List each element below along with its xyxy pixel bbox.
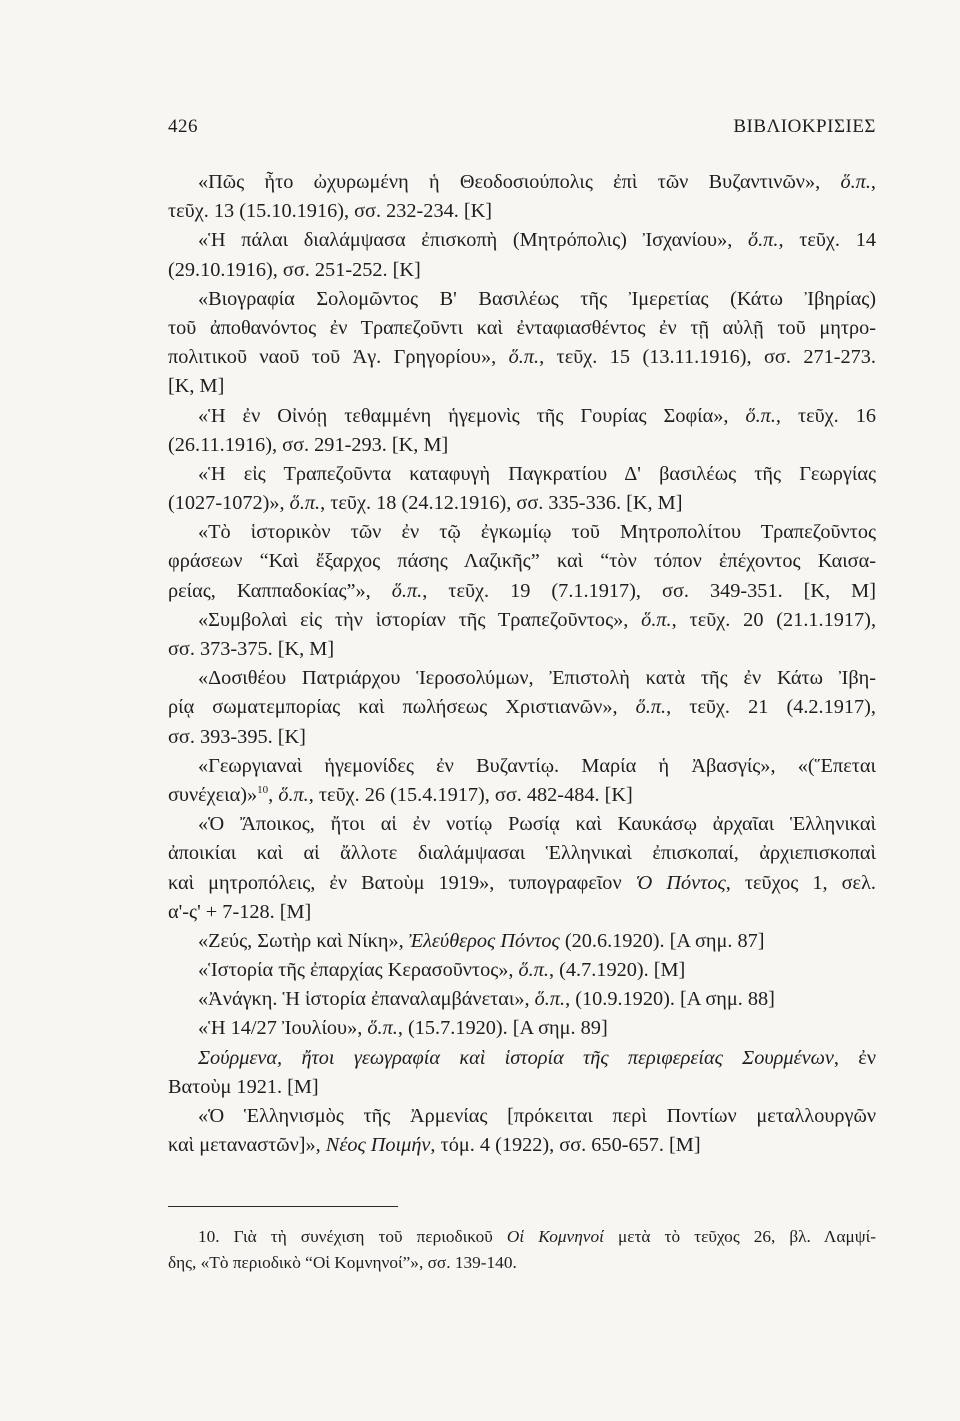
text-run: τοῦ ἀποθανόντος ἐν Τραπεζοῦντι καὶ ἐνταφιασθέντος ἐν τῇ αὐλῇ τοῦ μητρο- [168, 316, 876, 339]
italic-text: ὅ.π. [367, 1017, 398, 1040]
text-line [168, 1073, 876, 1102]
text-run: «Ζεύς, Σωτὴρ καὶ Νίκη», [198, 929, 409, 952]
text-line [168, 285, 876, 314]
text-line [168, 256, 876, 285]
text-run: , (15.7.1920). [Α σημ. 89] [397, 1017, 608, 1040]
text-run: «Ἡ εἰς Τραπεζοῦντα καταφυγὴ Παγκρατίου Δ' βασιλέως τῆς Γεωργίας [198, 462, 876, 485]
main-text [168, 168, 876, 1160]
text-run: , τεῦχ. 16 [775, 404, 876, 427]
text-run: καὶ μητροπόλεις, ἐν Βατοὺμ 1919», τυπογραφεῖον [168, 871, 636, 894]
text-line [168, 635, 876, 664]
text-run: ἀποικίαι καὶ αἱ ἄλλοτε διαλάμψασαι Ἑλληνικαὶ ἐπισκοπαί, ἀρχιεπισκοπαὶ [168, 842, 876, 865]
text-line [168, 372, 876, 401]
italic-text: Ὁ Πόντος [635, 871, 726, 894]
text-run: 10. Γιὰ τὴ συνέχιση τοῦ περιοδικοῦ [198, 1227, 507, 1246]
footnote-line [168, 1250, 876, 1276]
text-line [168, 489, 876, 518]
text-run: «Βιογραφία Σολομῶντος Β' Βασιλέως τῆς Ἰμερετίας (Κάτω Ἰβηρίας) [198, 287, 876, 310]
footnote-reference: 10 [257, 783, 269, 796]
text-run: Βατοὺμ 1921. [Μ] [168, 1075, 319, 1098]
text-run: , τεῦχος 1, σελ. [725, 871, 876, 894]
text-run: «Πῶς ἦτο ὠχυρωμένη ἡ Θεοδοσιούπολις ἐπὶ τῶν Βυζαντινῶν», [198, 171, 841, 193]
text-run: ρείας, Καππαδοκίας”», [168, 579, 392, 602]
italic-text: ὅ.π. [508, 346, 540, 369]
text-run: , τεῦχ. 26 (15.4.1917), σσ. 482-484. [Κ] [308, 783, 633, 806]
text-run: «Γεωργιαναὶ ἡγεμονίδες ἐν Βυζαντίῳ. Μαρία ἡ Ἀβασγίς», «(Ἕπεται [198, 754, 876, 777]
text-line [168, 664, 876, 693]
text-run: , τεῦχ. 19 (7.1.1917), σσ. 349-351. [Κ, Μ] [422, 579, 876, 602]
text-line [168, 547, 876, 576]
text-run: (1027-1072)», [168, 492, 290, 515]
text-line [168, 226, 876, 255]
text-run: φράσεων “Καὶ ἔξαρχος πάσης Λαζικῆς” καὶ “τὸν τόπον ἐπέχοντος Καισα- [168, 550, 876, 573]
text-line [168, 927, 876, 956]
text-run: συνέχεια)» [168, 783, 258, 806]
italic-text: Ἐλεύθερος Πόντος [408, 929, 560, 952]
text-run: , [870, 171, 876, 193]
text-line [168, 839, 876, 868]
text-run: , τεῦχ. 14 [778, 229, 876, 252]
text-run: (29.10.1916), σσ. 251-252. [Κ] [168, 258, 421, 281]
text-run: «Δοσιθέου Πατριάρχου Ἱεροσολύμων, Ἐπιστολὴ κατὰ τῆς ἐν Κάτω Ἰβη- [198, 667, 876, 690]
footnote-line [168, 1224, 876, 1250]
text-run: , ἐν [833, 1046, 876, 1069]
text-run: [Κ, Μ] [168, 375, 225, 398]
text-run: «Ὁ Ἄποικος, ἤτοι αἱ ἐν νοτίῳ Ρωσίᾳ καὶ Καυκάσῳ ἀρχαῖαι Ἑλληνικαὶ [198, 813, 876, 836]
text-line [168, 956, 876, 985]
italic-text: ὅ.π. [840, 171, 871, 193]
text-line [168, 460, 876, 489]
text-run: «Ἡ πάλαι διαλάμψασα ἐπισκοπὴ (Μητρόπολις) Ἰσχανίου», [198, 229, 748, 252]
text-run: , τεῦχ. 20 (21.1.1917), [671, 608, 876, 631]
text-run: «Ἱστορία τῆς ἐπαρχίας Κερασοῦντος», [198, 959, 519, 982]
italic-text: Σούρμενα, ἤτοι γεωγραφία καὶ ἱστορία τῆς περιφερείας Σουρμένων [198, 1046, 834, 1069]
text-line [168, 693, 876, 722]
italic-text: ὅ.π. [748, 229, 779, 252]
italic-text: ὅ.π. [641, 608, 672, 631]
text-line [168, 606, 876, 635]
italic-text: ὅ.π. [635, 696, 667, 719]
text-run: ρίᾳ σωματεμπορίας καὶ πωλήσεως Χριστιανῶν», [168, 696, 636, 719]
text-line [168, 810, 876, 839]
italic-text: ὅ.π. [289, 492, 321, 515]
text-run: σσ. 393-395. [Κ] [168, 725, 306, 748]
italic-text: ὅ.π. [278, 783, 309, 806]
text-run: «Ἡ ἐν Οἰνόῃ τεθαμμένη ἡγεμονὶς τῆς Γουρίας Σοφία», [198, 404, 746, 427]
text-run: , τεῦχ. 18 (24.12.1916), σσ. 335-336. [Κ, Μ] [320, 492, 683, 515]
text-line [168, 1102, 876, 1131]
text-line [168, 869, 876, 898]
text-line [168, 1044, 876, 1073]
page-header [168, 116, 876, 146]
text-line [168, 343, 876, 372]
text-run: πολιτικοῦ ναοῦ τοῦ Ἁγ. Γρηγορίου», [168, 346, 509, 369]
text-line [168, 985, 876, 1014]
italic-text: ὅ.π. [391, 579, 423, 602]
text-line [168, 723, 876, 752]
italic-text: ὅ.π. [534, 988, 566, 1011]
text-run: (20.6.1920). [Α σημ. 87] [559, 929, 765, 952]
text-line [168, 1131, 876, 1160]
text-run: , τεῦχ. 15 (13.11.1916), σσ. 271-273. [539, 346, 876, 369]
italic-text: ὅ.π. [518, 959, 549, 982]
text-line [168, 577, 876, 606]
italic-text: ὅ.π. [745, 404, 776, 427]
italic-text: Οἱ Κομνηνοί [506, 1227, 604, 1246]
text-run: μετὰ τὸ τεῦχος 26, βλ. Λαμψί- [603, 1227, 876, 1246]
text-line [168, 898, 876, 927]
text-run: «Ἀνάγκη. Ἡ ἱστορία ἐπαναλαμβάνεται», [198, 988, 535, 1011]
running-title: ΒΙΒΛΙΟΚΡΙΣΙΕΣ [733, 116, 876, 137]
text-run: , τεῦχ. 21 (4.2.1917), [666, 696, 876, 719]
text-line [168, 1014, 876, 1043]
text-run: , (10.9.1920). [Α σημ. 88] [565, 988, 775, 1011]
text-line [168, 518, 876, 547]
text-run: , (4.7.1920). [Μ] [548, 959, 686, 982]
text-run: καὶ μεταναστῶν]», [168, 1134, 326, 1157]
footnote-divider [168, 1206, 398, 1207]
text-run: «Ὁ Ἑλληνισμὸς τῆς Ἀρμενίας [πρόκειται περὶ Ποντίων μεταλλουργῶν [198, 1105, 876, 1127]
text-run: σσ. 373-375. [Κ, Μ] [168, 638, 335, 660]
text-run: δης, «Τὸ περιοδικὸ “Οἱ Κομνηνοί”», σσ. 139-140. [168, 1253, 517, 1272]
page-number: 426 [168, 116, 198, 137]
text-line [168, 752, 876, 781]
text-line [168, 168, 876, 197]
italic-text: Νέος Ποιμήν [325, 1134, 431, 1157]
text-run: , [268, 783, 279, 806]
text-run: «Τὸ ἱστορικὸν τῶν ἐν τῷ ἐγκωμίῳ τοῦ Μητροπολίτου Τραπεζοῦντος [198, 521, 876, 544]
text-run: «Ἡ 14/27 Ἰουλίου», [198, 1017, 368, 1040]
text-run: «Συμβολαὶ εἰς τὴν ἱστορίαν τῆς Τραπεζοῦντος», [198, 608, 642, 631]
footnote [168, 1224, 876, 1276]
text-line [168, 781, 876, 810]
text-line [168, 431, 876, 460]
text-run: , τόμ. 4 (1922), σσ. 650-657. [Μ] [430, 1134, 701, 1157]
text-line [168, 402, 876, 431]
text-run: α'-ς' + 7-128. [Μ] [168, 900, 312, 923]
text-run: (26.11.1916), σσ. 291-293. [Κ, Μ] [168, 433, 449, 456]
text-line [168, 197, 876, 226]
text-run: τεῦχ. 13 (15.10.1916), σσ. 232-234. [Κ] [168, 200, 493, 223]
text-line [168, 314, 876, 343]
